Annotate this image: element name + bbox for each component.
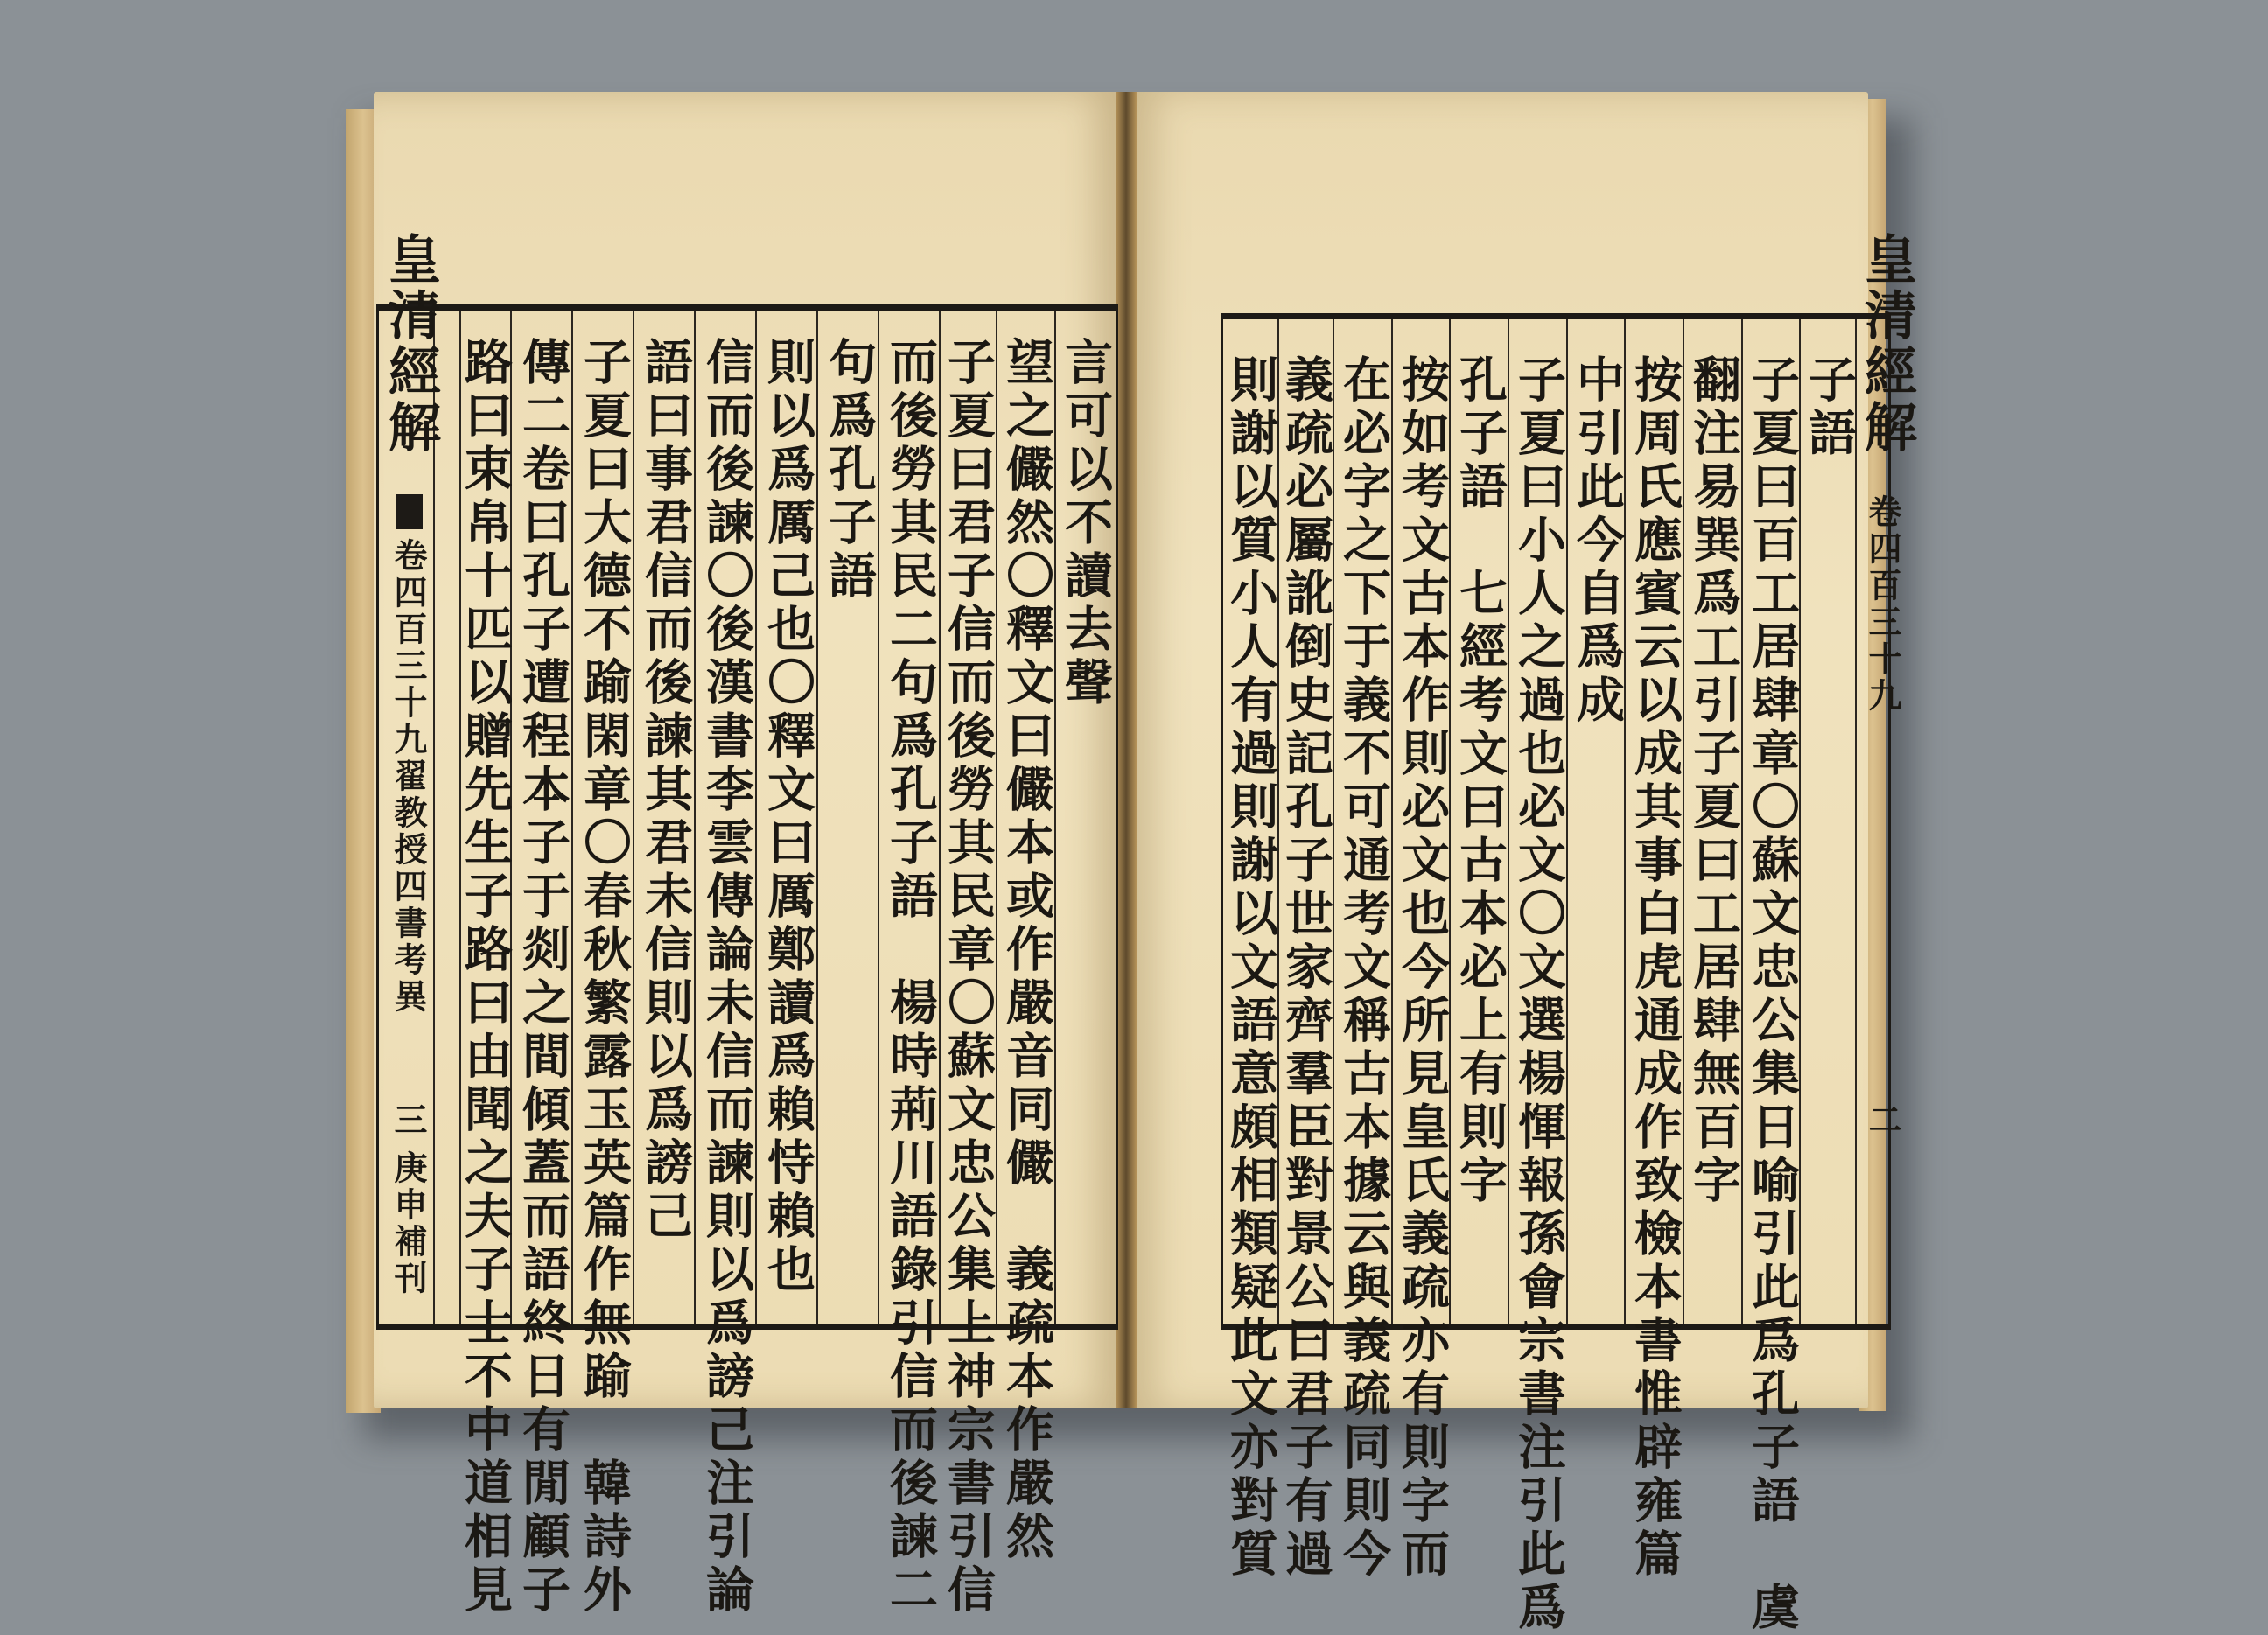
text-column: 語曰事君信而後諫其君未信則以爲謗己 (637, 337, 694, 1244)
text-column: 子夏曰小人之過也必文〇文選楊惲報孫會宗書注引此爲 (1510, 354, 1567, 1635)
text-column: 句爲孔子語 (821, 337, 878, 604)
text-column: 望之儼然〇釋文曰儼本或作嚴音同儼 義疏本作嚴然 (998, 337, 1055, 1564)
text-column: 信而後諫〇後漢書李雲傳論未信而諫則以爲謗己注引論 (698, 337, 755, 1618)
text-column: 義疏必屬訛倒史記孔子世家齊羣臣對景公曰君子有過 (1278, 354, 1334, 1582)
text-column: 子夏曰百工居肆章〇蘇文忠公集日喻引此爲孔子語 虞 (1744, 354, 1801, 1635)
text-column: 中引此今自爲成 (1569, 354, 1626, 728)
fishtail-mark (396, 494, 423, 529)
right-text-frame (1221, 232, 1917, 1635)
text-column: 傳二卷曰孔子遭程本子于剡之間傾蓋而語終日有閒顧子 (514, 337, 571, 1618)
margin-title: 皇清經解 (1856, 232, 1917, 456)
margin-subtitle: 卷四百三十九翟教授四書考異 (388, 538, 428, 1016)
margin-footer-number: 三 (388, 1102, 428, 1139)
text-column: 子夏曰大德不踰閑章〇春秋繁露玉英篇作無踰 韓詩外 (576, 337, 633, 1618)
text-column: 子語 (1801, 354, 1858, 461)
text-column: 而後勞其民二句爲孔子語 楊時荊川語錄引信而後諫二 (882, 337, 939, 1618)
text-column: 按周氏應賓云以成其事白虎通成作致檢本書惟辟雍篇 (1627, 354, 1684, 1582)
text-column: 孔子語 七經考文曰古本必上有則字 (1452, 354, 1508, 1208)
margin-footer-note: 庚申補刊 (388, 1150, 428, 1297)
text-column: 則謝以質小人有過則謝以文語意頗相類疑此文亦對質 (1222, 354, 1279, 1582)
text-column: 則以爲厲己也〇釋文曰厲鄭讀爲賴恃賴也 (760, 337, 816, 1297)
left-text-frame (376, 232, 1118, 1618)
margin-footer-number: 二 (1863, 1102, 1902, 1139)
book-spine (1116, 92, 1137, 1408)
text-column: 子夏曰君子信而後勞其民章〇蘇文忠公集上神宗書引信 (940, 337, 997, 1618)
margin-title: 皇清經解 (380, 232, 441, 456)
text-column: 翻注易巽爲工引子夏曰工居肆無百字 (1685, 354, 1742, 1208)
text-column: 按如考文古本作則必文也今所見皇氏義疏亦有則字而 (1394, 354, 1451, 1582)
text-column: 言可以不讀去聲 (1057, 337, 1114, 710)
margin-subtitle: 卷四百三十九 (1863, 494, 1902, 715)
text-column: 路曰束帛十匹以贈先生子路曰由聞之夫子士不中道相見 (457, 337, 514, 1618)
text-column: 在必字之下于義不可通考文稱古本據云與義疏同則今 (1335, 354, 1392, 1582)
